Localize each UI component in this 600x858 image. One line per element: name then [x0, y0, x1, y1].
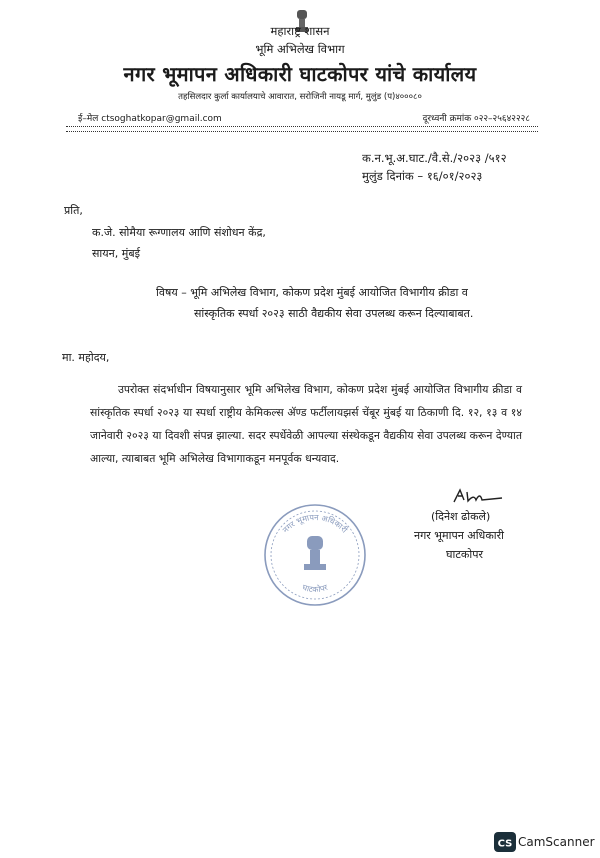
svg-text:घाटकोपर	[301, 583, 329, 595]
office-address: तहसिलदार कुर्ला कार्यालयाचे आवारात, सरोजिनी नायडू मार्ग, मुलुंड (प)४०००८०	[178, 92, 422, 102]
camscanner-label: CamScanner	[518, 835, 595, 849]
office-title: नगर भूमापन अधिकारी घाटकोपर यांचे कार्यालय	[123, 62, 477, 86]
svg-text:नगर भूमापन अधिकारी	[281, 513, 350, 535]
salutation: मा. महोदय,	[62, 351, 110, 364]
divider-bottom	[66, 131, 538, 132]
recipient-prefix: प्रति,	[64, 204, 83, 217]
signatory-designation: नगर भूमापन अधिकारी	[414, 529, 504, 542]
reference-number: क.न.भू.अ.घाट./वै.से./२०२३ /५१२	[362, 151, 507, 165]
recipient-line-2: सायन, मुंबई	[92, 247, 141, 260]
reference-date: मुलुंड दिनांक – १६/०१/२०२३	[362, 169, 483, 183]
divider-top	[66, 126, 538, 127]
department-name: भूमि अभिलेख विभाग	[255, 42, 345, 56]
email-line: ई–मेल ctsoghatkopar@gmail.com	[78, 114, 222, 124]
office-seal-icon	[260, 500, 370, 610]
government-name: महाराष्ट्र शासन	[270, 24, 330, 38]
camscanner-logo-icon	[494, 832, 516, 852]
seal-text-top: नगर भूमापन अधिकारी	[281, 512, 349, 535]
signatory-location: घाटकोपर	[446, 548, 483, 561]
subject-line-1: विषय – भूमि अभिलेख विभाग, कोकण प्रदेश मुंबई आयोजित विभागीय क्रीडा व	[156, 286, 468, 299]
subject-line-2: सांस्कृतिक स्पर्धा २०२३ साठी वैद्यकीय सेवा उपलब्ध करून दिल्याबाबत.	[194, 307, 474, 320]
letter-body: उपरोक्त संदर्भाधीन विषयानुसार भूमि अभिलेख विभाग, कोकण प्रदेश मुंबई आयोजित विभागीय क्रीडा व सांस्कृतिक स्पर्धा २०२३ या स्पर्धा राष्ट्रीय केमिकल्स ॲण्ड फर्टीलायझर्स चेंबूर मुंबई या ठिकाणी दि. १२, १३ व १४ जानेवारी २०२३ या दिवशी संपन्न झाल्या. सदर स्पर्धेवेळी आपल्या संस्थेकडून वैद्यकीय सेवा उपलब्ध करून देण्यात आल्या, त्याबाबत भूमि अभिलेख विभागाकडून मनपूर्वक धन्यवाद.	[90, 383, 522, 465]
recipient-line-1: क.जे. सोमैया रूग्णालय आणि संशोधन केंद्र,	[92, 226, 266, 239]
signatory-name: (दिनेश ढोकले)	[431, 510, 491, 523]
phone-line: दूरध्वनी क्रमांक ०२२–२५६४२२२८	[422, 114, 530, 124]
seal-text-bottom: घाटकोपर	[301, 582, 329, 595]
signature-icon	[452, 488, 504, 504]
camscanner-badge-text: CS	[497, 838, 513, 850]
